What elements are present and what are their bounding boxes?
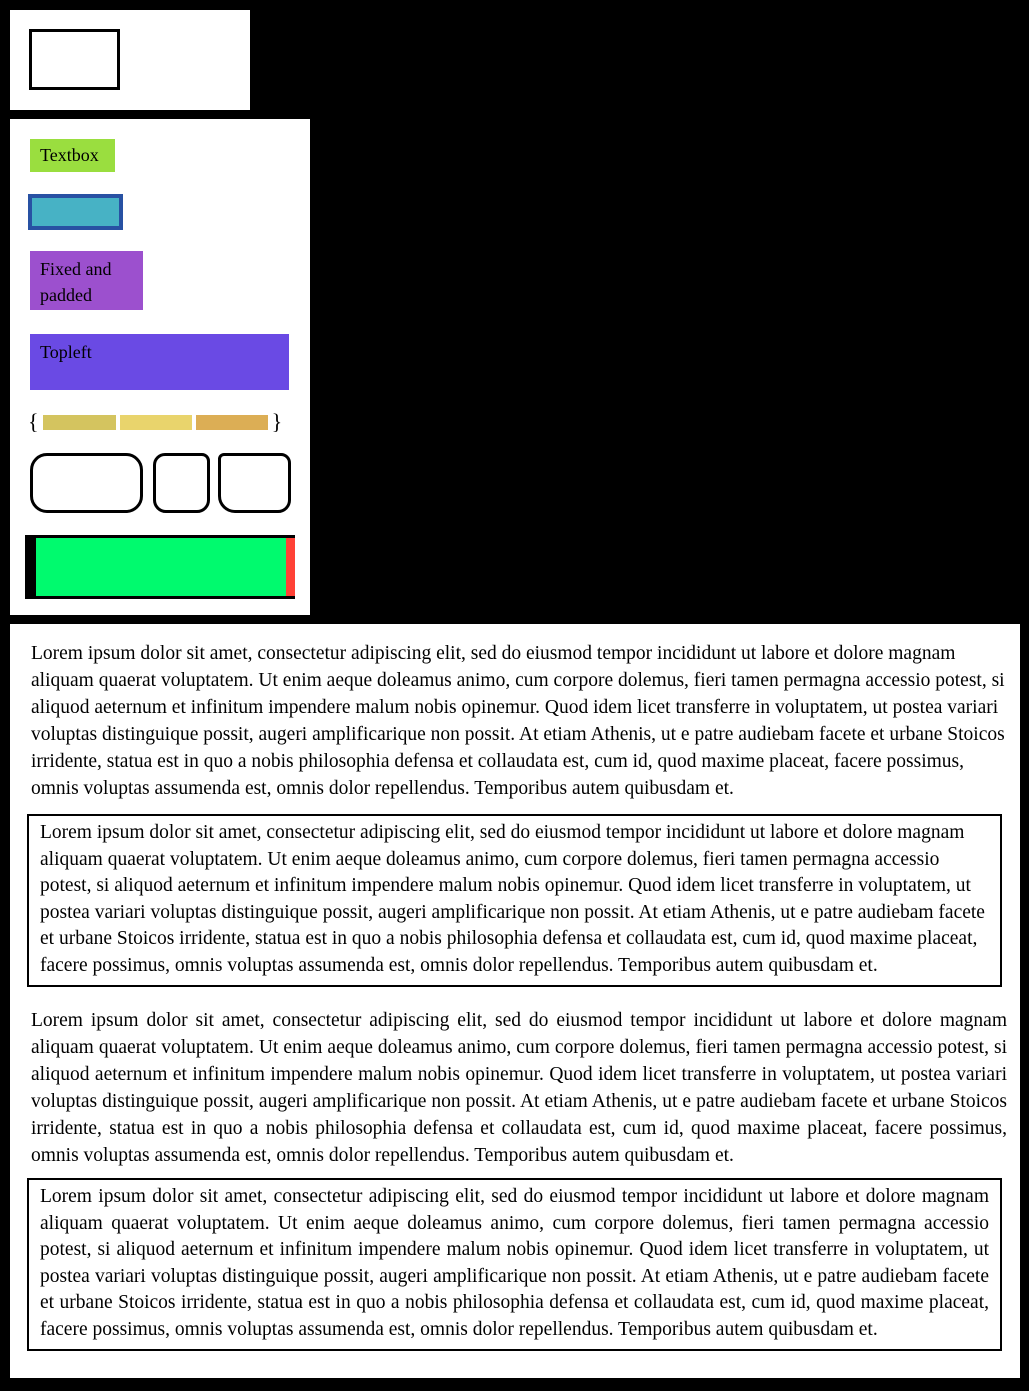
rounded-rect-small bbox=[153, 453, 210, 513]
brace-bar-2 bbox=[120, 415, 192, 430]
paragraph-boxed-1 bbox=[27, 814, 1002, 987]
progress-bar-fill bbox=[36, 538, 286, 596]
fixed-padded-box: Fixed and padded bbox=[30, 251, 143, 310]
widget-panel bbox=[10, 119, 310, 615]
textbox-label: Textbox bbox=[30, 139, 115, 172]
brace-bar-3 bbox=[196, 415, 268, 430]
paragraph-boxed-1-text: Lorem ipsum dolor sit amet, consectetur adipiscing elit, sed do eiusmod tempor incididunt ut labore et dolore magnam aliquam quaerat voluptatem. Ut enim aeque doleamus animo, cum corpore dolemus, fieri tamen permagna accessio potest, si aliquod aeternum et infinitum impendere malum nobis opinemur. Quod idem licet transferre in voluptatem, ut postea variari voluptas distinguique possit, augeri amplificarique non possit. At etiam Athenis, ut e patre audiebam facete et urbane Stoicos irridente, statua est in quo a nobis philosophia defensa et collaudata est, cum id, quod maxime placeat, facere possimus, omnis voluptas assumenda est, omnis dolor repellendus. Temporibus autem quibusdam et. bbox=[40, 822, 985, 976]
brace-bar-1 bbox=[43, 415, 116, 430]
top-card bbox=[10, 10, 250, 110]
open-brace: { bbox=[28, 409, 39, 434]
rounded-rect-large bbox=[30, 453, 143, 513]
teal-input-box[interactable] bbox=[28, 194, 123, 230]
bordered-rectangle bbox=[29, 29, 120, 90]
progress-bar-remainder bbox=[286, 538, 295, 596]
brace-bar-row bbox=[28, 411, 282, 433]
paragraph-boxed-2-text: Lorem ipsum dolor sit amet, consectetur adipiscing elit, sed do eiusmod tempor incididunt ut labore et dolore magnam aliquam quaerat voluptatem. Ut enim aeque doleamus animo, cum corpore dolemus, fieri tamen permagna accessio potest, si aliquod aeternum et infinitum impendere malum nobis opinemur. Quod idem licet transferre in voluptatem, ut postea variari voluptas distinguique possit, augeri amplificarique non possit. At etiam Athenis, ut e patre audiebam facete et urbane Stoicos irridente, statua est in quo a nobis philosophia defensa et collaudata est, cum id, quod maxime placeat, facere possimus, omnis voluptas assumenda est, omnis dolor repellendus. Temporibus autem quibusdam et. bbox=[40, 1186, 989, 1340]
paragraph-boxed-2 bbox=[27, 1178, 1002, 1351]
close-brace: } bbox=[271, 409, 283, 434]
rounded-rect-mixed-corners bbox=[218, 453, 291, 513]
text-panel bbox=[10, 624, 1020, 1378]
topleft-box: Topleft bbox=[30, 334, 289, 390]
paragraph-plain-1: Lorem ipsum dolor sit amet, consectetur adipiscing elit, sed do eiusmod tempor incididunt ut labore et dolore magnam aliquam quaerat voluptatem. Ut enim aeque doleamus animo, cum corpore dolemus, fieri tamen permagna accessio potest, si aliquod aeternum et infinitum impendere malum nobis opinemur. Quod idem licet transferre in voluptatem, ut postea variari voluptas distinguique possit, augeri amplificarique non possit. At etiam Athenis, ut e patre audiebam facete et urbane Stoicos irridente, statua est in quo a nobis philosophia defensa et collaudata est, cum id, quod maxime placeat, facere possimus, omnis voluptas assumenda est, omnis dolor repellendus. Temporibus autem quibusdam et. bbox=[31, 643, 1005, 799]
progress-bar bbox=[25, 535, 295, 599]
paragraph-justified: Lorem ipsum dolor sit amet, consectetur adipiscing elit, sed do eiusmod tempor incididunt ut labore et dolore magnam aliquam quaerat voluptatem. Ut enim aeque doleamus animo, cum corpore dolemus, fieri tamen permagna accessio potest, si aliquod aeternum et infinitum impendere malum nobis opinemur. Quod idem licet transferre in voluptatem, ut postea variari voluptas distinguique possit, augeri amplificarique non possit. At etiam Athenis, ut e patre audiebam facete et urbane Stoicos irridente, statua est in quo a nobis philosophia defensa et collaudata est, cum id, quod maxime placeat, facere possimus, omnis voluptas assumenda est, omnis dolor repellendus. Temporibus autem quibusdam et. bbox=[31, 1010, 1007, 1166]
